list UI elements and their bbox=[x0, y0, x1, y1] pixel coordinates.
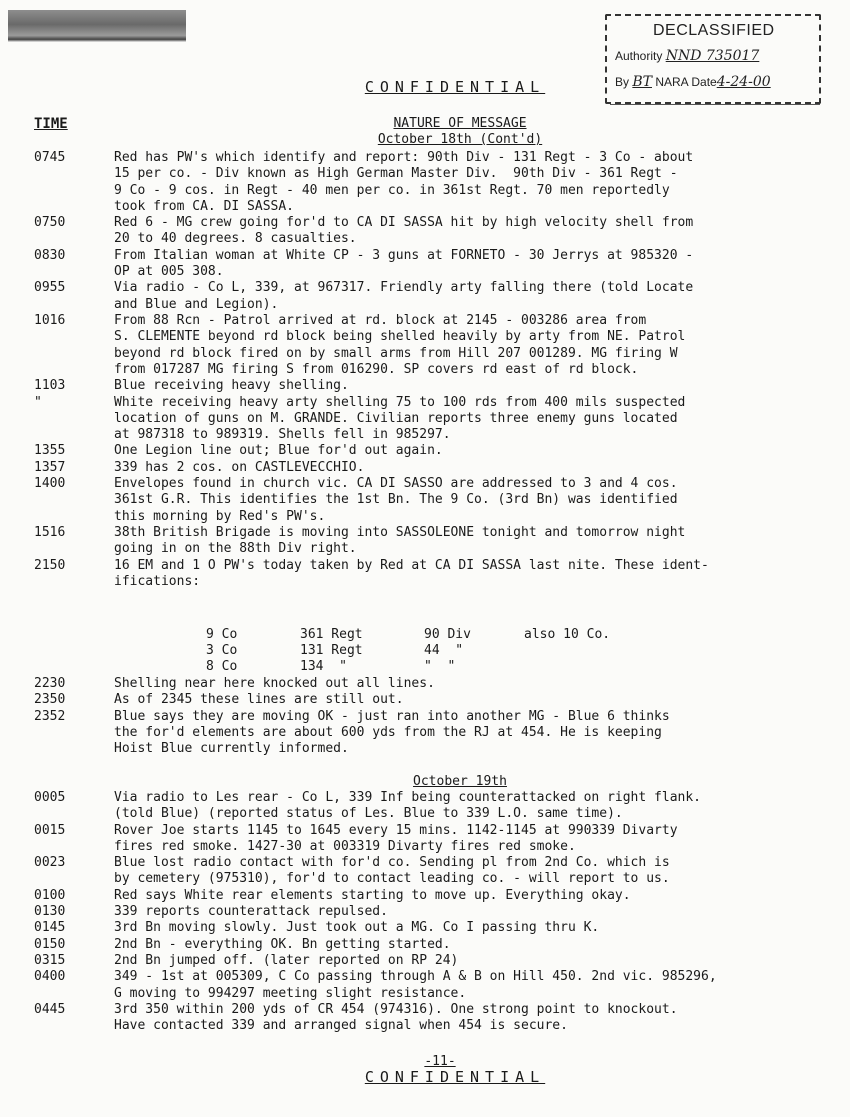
entry-time: 0023 bbox=[34, 855, 66, 871]
message-line: One Legion line out; Blue for'd out again. bbox=[114, 443, 443, 459]
classification-header: CONFIDENTIAL bbox=[364, 78, 546, 96]
page-number: -11- bbox=[424, 1054, 456, 1069]
entry-message bbox=[114, 676, 435, 692]
entry-time: 0150 bbox=[34, 936, 66, 952]
message-line: S. CLEMENTE beyond rd block being shelled heavily by arty from NE. Patrol bbox=[114, 329, 686, 345]
entry-time: 0100 bbox=[34, 887, 66, 903]
ident-div: 90 Div bbox=[424, 627, 471, 642]
message-line: 20 to 40 degrees. 8 casualties. bbox=[114, 231, 357, 247]
entry-message bbox=[114, 378, 349, 394]
entry-time: 1355 bbox=[34, 443, 66, 459]
message-line: from 017287 MG firing S from 016290. SP covers rd east of rd block. bbox=[114, 361, 639, 377]
entry-time: 0955 bbox=[34, 280, 66, 296]
message-line: the for'd elements are about 600 yds from the RJ at 454. He is keeping bbox=[114, 724, 662, 740]
entry-time: 0445 bbox=[34, 1001, 66, 1017]
entry-message bbox=[114, 692, 404, 708]
message-line: took from CA. DI SASSA. bbox=[114, 198, 295, 214]
message-line: 3rd Bn moving slowly. Just took out a MG. Co I passing thru K. bbox=[114, 920, 600, 936]
ident-div: 44 " bbox=[424, 643, 464, 658]
entry-time: 0145 bbox=[34, 920, 66, 936]
stamp-nara-date: 4-24-00 bbox=[716, 74, 771, 90]
message-line: and Blue and Legion). bbox=[114, 296, 279, 312]
message-line: fires red smoke. 1427-30 at 003319 Divarty fires red smoke. bbox=[114, 838, 576, 854]
entry-time: 2352 bbox=[34, 708, 66, 724]
entry-time: 2230 bbox=[34, 676, 66, 691]
divider bbox=[610, 104, 820, 105]
message-line: 15 per co. - Div known as High German Master Div. 90th Div - 361 Regt - bbox=[114, 166, 678, 182]
message-line: Blue receiving heavy shelling. bbox=[114, 378, 349, 394]
message-line: by cemetery (975310), for'd to contact leading co. - will report to us. bbox=[114, 871, 670, 887]
entry-message bbox=[114, 953, 458, 969]
entry-message bbox=[114, 313, 685, 378]
message-line: 349 - 1st at 005309, C Co passing through A & B on Hill 450. 2nd vic. 985296, bbox=[114, 969, 717, 985]
entry-message bbox=[114, 709, 670, 758]
entry-message bbox=[114, 888, 631, 904]
entry-time: 0400 bbox=[34, 969, 66, 985]
message-line: 361st G.R. This identifies the 1st Bn. The 9 Co. (3rd Bn) was identified bbox=[114, 492, 678, 508]
entry-time: 0745 bbox=[34, 150, 66, 165]
stamp-by-value: BT bbox=[632, 74, 652, 90]
entry-time: 0015 bbox=[34, 822, 66, 838]
nature-column-header: NATURE OF MESSAGE bbox=[393, 116, 527, 131]
entry-message bbox=[114, 823, 678, 856]
entry-time: 2150 bbox=[34, 557, 66, 573]
ident-regt: 134 " bbox=[300, 659, 347, 674]
message-line: Red has PW's which identify and report: 90th Div - 131 Regt - 3 Co - about bbox=[114, 150, 694, 165]
redaction-bar bbox=[8, 10, 186, 42]
entry-message bbox=[114, 476, 678, 525]
message-line: at 987318 to 989319. Shells fell in 985297. bbox=[114, 427, 451, 443]
entry-message bbox=[114, 855, 670, 888]
entry-time: 1400 bbox=[34, 476, 66, 491]
message-line: 2nd Bn jumped off. (later reported on RP 24) bbox=[114, 953, 459, 968]
entry-time: 0005 bbox=[34, 790, 66, 805]
entry-message bbox=[114, 1002, 678, 1035]
ident-co: 9 Co bbox=[206, 627, 238, 642]
message-line: Rover Joe starts 1145 to 1645 every 15 mins. 1142-1145 at 990339 Divarty bbox=[114, 822, 678, 838]
message-line: Shelling near here knocked out all lines. bbox=[114, 676, 435, 691]
ident-co: 3 Co bbox=[206, 643, 238, 658]
entry-message bbox=[114, 150, 693, 215]
ident-div: " " bbox=[424, 659, 456, 674]
ident-regt: 361 Regt bbox=[300, 627, 363, 642]
message-line: 9 Co - 9 cos. in Regt - 40 men per co. in 361st Regt. 70 men reportedly bbox=[114, 182, 670, 198]
ident-co: 8 Co bbox=[206, 659, 238, 674]
date-heading: October 19th bbox=[413, 774, 507, 789]
entry-time: 1103 bbox=[34, 378, 66, 394]
entry-time: 0315 bbox=[34, 953, 66, 968]
entry-message bbox=[114, 395, 685, 444]
entry-time: 0830 bbox=[34, 247, 66, 263]
message-line: As of 2345 these lines are still out. bbox=[114, 692, 404, 708]
entry-time: 0750 bbox=[34, 215, 66, 231]
entry-time: 2350 bbox=[34, 692, 66, 708]
message-line: 38th British Brigade is moving into SASSOLEONE tonight and tomorrow night bbox=[114, 524, 686, 540]
entry-message bbox=[114, 937, 451, 953]
message-line: Hoist Blue currently informed. bbox=[114, 741, 349, 757]
message-line: 339 has 2 cos. on CASTLEVECCHIO. bbox=[114, 459, 365, 475]
message-line: 3rd 350 within 200 yds of CR 454 (974316). One strong point to knockout. bbox=[114, 1001, 678, 1017]
message-line: White receiving heavy arty shelling 75 to 100 rds from 400 mils suspected bbox=[114, 394, 686, 410]
stamp-title: DECLASSIFIED bbox=[653, 22, 775, 39]
message-line: G moving to 994297 meeting slight resistance. bbox=[114, 985, 467, 1001]
message-line: 339 reports counterattack repulsed. bbox=[114, 904, 388, 920]
classification-footer: CONFIDENTIAL bbox=[364, 1068, 546, 1086]
stamp-by: By BT NARA Date4-24-00 bbox=[615, 74, 771, 90]
entry-message bbox=[114, 215, 693, 248]
message-line: this morning by Red's PW's. bbox=[114, 508, 326, 524]
entry-message bbox=[114, 248, 693, 281]
message-line: 2nd Bn - everything OK. Bn getting started. bbox=[114, 936, 451, 952]
entry-message bbox=[114, 443, 443, 459]
date-heading: October 18th (Cont'd) bbox=[377, 132, 543, 147]
entry-message bbox=[114, 280, 693, 313]
entry-time: " bbox=[34, 394, 42, 410]
message-line: (told Blue) (reported status of Les. Blue to 339 L.O. same time). bbox=[114, 806, 623, 822]
ident-note: also 10 Co. bbox=[524, 627, 611, 642]
message-line: 16 EM and 1 O PW's today taken by Red at CA DI SASSA last nite. These ident- bbox=[114, 557, 709, 573]
message-line: Have contacted 339 and arranged signal when 454 is secure. bbox=[114, 1018, 568, 1034]
message-line: Envelopes found in church vic. CA DI SASSO are addressed to 3 and 4 cos. bbox=[114, 476, 678, 491]
entry-message bbox=[114, 920, 599, 936]
message-line: OP at 005 308. bbox=[114, 264, 224, 280]
time-column-header: TIME bbox=[34, 116, 68, 132]
message-line: beyond rd block fired on by small arms from Hill 207 001289. MG firing W bbox=[114, 345, 678, 361]
message-line: going in on the 88th Div right. bbox=[114, 541, 357, 557]
message-line: Red says White rear elements starting to move up. Everything okay. bbox=[114, 887, 631, 903]
entry-message bbox=[114, 460, 364, 476]
stamp-authority-value: NND 735017 bbox=[665, 48, 760, 64]
message-line: Via radio - Co L, 339, at 967317. Friendly arty falling there (told Locate bbox=[114, 280, 694, 296]
entry-message bbox=[114, 525, 685, 558]
message-line: From 88 Rcn - Patrol arrived at rd. block at 2145 - 003286 area from bbox=[114, 313, 647, 328]
entry-message bbox=[114, 558, 709, 591]
entry-message bbox=[114, 904, 388, 920]
message-line: Via radio to Les rear - Co L, 339 Inf being counterattacked on right flank. bbox=[114, 790, 701, 805]
message-line: Blue says they are moving OK - just ran into another MG - Blue 6 thinks bbox=[114, 708, 670, 724]
message-line: ifications: bbox=[114, 573, 201, 589]
stamp-authority: Authority NND 735017 bbox=[615, 48, 760, 64]
message-line: location of guns on M. GRANDE. Civilian reports three enemy guns located bbox=[114, 410, 678, 426]
message-line: Red 6 - MG crew going for'd to CA DI SASSA hit by high velocity shell from bbox=[114, 215, 694, 231]
entry-time: 0130 bbox=[34, 904, 66, 920]
message-line: From Italian woman at White CP - 3 guns at FORNETO - 30 Jerrys at 985320 - bbox=[114, 247, 694, 263]
entry-time: 1516 bbox=[34, 524, 66, 540]
entry-time: 1357 bbox=[34, 459, 66, 475]
entry-message bbox=[114, 969, 717, 1002]
ident-regt: 131 Regt bbox=[300, 643, 363, 658]
entry-time: 1016 bbox=[34, 313, 66, 328]
message-line: Blue lost radio contact with for'd co. Sending pl from 2nd Co. which is bbox=[114, 855, 670, 871]
entry-message bbox=[114, 790, 701, 823]
